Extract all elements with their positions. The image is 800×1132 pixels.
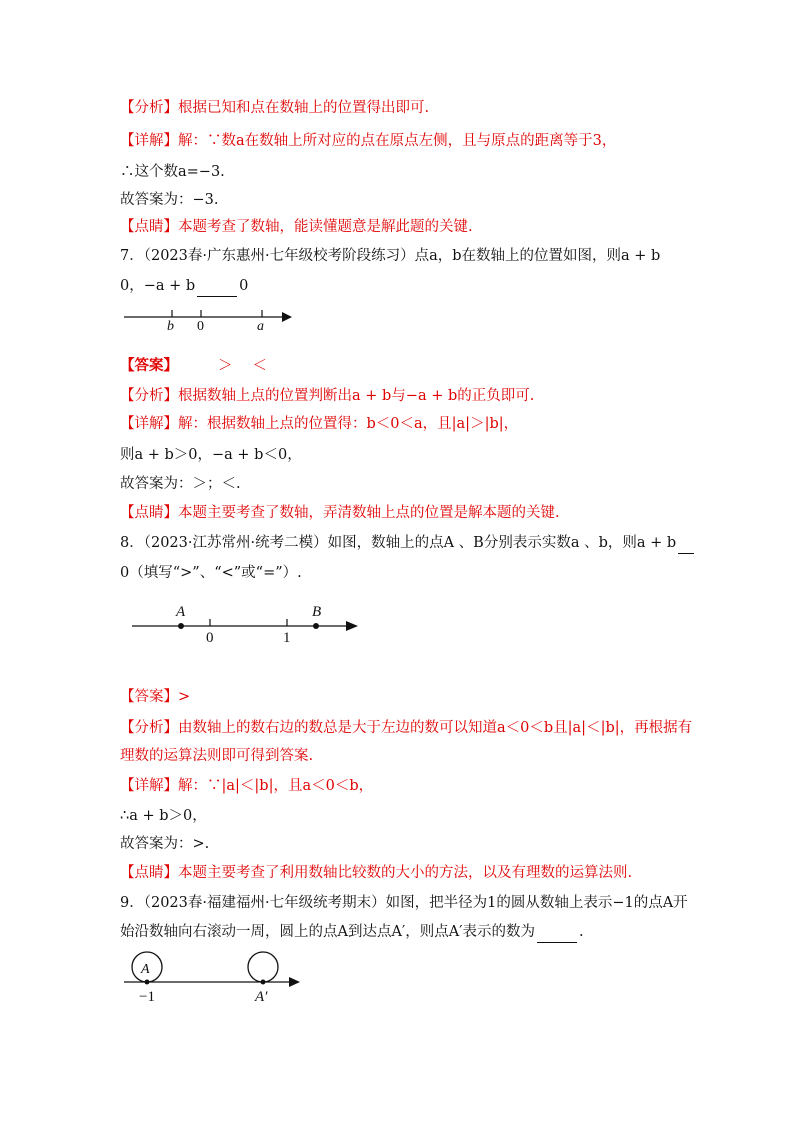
q7-answer: 故答案为：＞；＜. [120, 476, 241, 492]
q6-analysis: 【分析】根据已知和点在数轴上的位置得出即可. [120, 100, 430, 116]
q8-therefore: ∴a + b＞0， [120, 808, 207, 824]
q9-label-A: A [141, 962, 150, 977]
q8-label-B: B [312, 604, 322, 620]
q7-stem-line2 [120, 276, 248, 297]
q8-analysis-line1: 【分析】由数轴上的数右边的数总是大于左边的数可以知道a＜0＜b且|a|＜|b|，再根据有 [120, 720, 693, 736]
q8-answer-tag: 【答案】> [120, 689, 191, 705]
q7-answer-row [120, 356, 267, 376]
q8-stem-line1 [120, 533, 696, 554]
q7-label-a: a [257, 319, 264, 334]
q7-analysis: 【分析】根据数轴上点的位置判断出a + b与−a + b的正负即可. [120, 388, 535, 404]
q9-label-Aprime: A′ [255, 989, 268, 1005]
q6-answer: 故答案为：−3. [120, 192, 219, 208]
q8-answer: 故答案为：>. [120, 836, 210, 852]
q8-label-0: 0 [206, 630, 214, 646]
q7-answer-blank[interactable] [197, 276, 237, 297]
q8-stem-text: 8．（2023·江苏常州·统考二模）如图，数轴上的点A 、B分别表示实数a 、b，则a + b [120, 535, 677, 551]
q6-detail: 【详解】解：∵数a在数轴上所对应的点在原点左侧，且与原点的距离等于3， [120, 133, 617, 149]
q6-comment: 【点睛】本题考查了数轴，能读懂题意是解此题的关键. [120, 219, 473, 235]
q7-stem-line1: 7．（2023春·广东惠州·七年级校考阶段练习）点a，b在数轴上的位置如图，则a + b [120, 248, 661, 264]
q9-stem-end: . [579, 924, 584, 940]
q9-stem-text: 始沿数轴向右滚动一周，圆上的点A到达点A′，则点A′表示的数为 [120, 924, 535, 940]
q9-stem-line2 [120, 922, 584, 943]
q7-label-b: b [167, 319, 174, 334]
q8-label-A: A [176, 604, 186, 620]
q8-comment: 【点睛】本题主要考查了利用数轴比较数的大小的方法，以及有理数的运算法则. [120, 865, 633, 881]
q7-number-line [120, 305, 300, 335]
q8-answer-blank[interactable] [678, 533, 694, 554]
q7-answer-2: ＜ [252, 358, 267, 374]
q7-stem-text: 0，−a + b [120, 278, 196, 294]
q8-label-1: 1 [283, 630, 291, 646]
q6-therefore: ∴这个数a=−3. [120, 164, 225, 180]
q8-detail: 【详解】解：∵|a|＜|b|，且a＜0＜b， [120, 778, 374, 794]
q7-comment: 【点睛】本题主要考查了数轴，弄清数轴上点的位置是解本题的关键. [120, 505, 560, 521]
q9-rolling-circle-figure [122, 948, 302, 1008]
q7-answer-tag: 【答案】 [120, 357, 178, 374]
q8-analysis-line2: 理数的运算法则即可得到答案. [120, 748, 314, 764]
q9-label-minus1: −1 [139, 989, 155, 1005]
q8-number-line [130, 602, 370, 646]
q7-then: 则a + b＞0，−a + b＜0， [120, 447, 302, 463]
q9-stem-line1: 9．（2023春·福建福州·七年级统考期末）如图，把半径为1的圆从数轴上表示−1的点A开 [120, 895, 688, 911]
q7-detail: 【详解】解：根据数轴上点的位置得：b＜0＜a，且|a|＞|b|， [120, 416, 519, 432]
q7-answer-1: ＞ [218, 358, 233, 374]
q8-stem-line2: 0（填写“>”、“<”或“=”）. [120, 565, 302, 581]
q7-stem-end: 0 [239, 278, 249, 294]
q7-label-0: 0 [197, 319, 204, 334]
q9-answer-blank[interactable] [537, 922, 577, 943]
